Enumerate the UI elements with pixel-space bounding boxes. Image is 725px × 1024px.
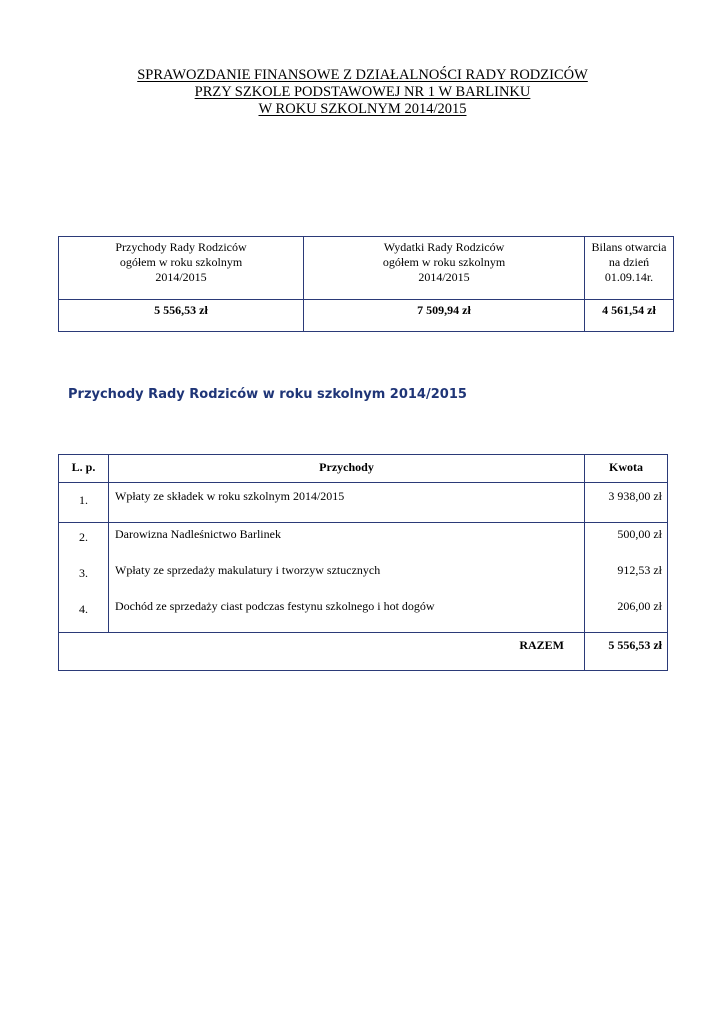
document-title [0, 67, 725, 118]
row-amount: 3 938,00 zł [608, 489, 662, 503]
row-item: Wpłaty ze składek w roku szkolnym 2014/2015 [115, 489, 345, 503]
summary-header-line: 2014/2015 [418, 270, 470, 284]
summary-header-opening-balance [585, 237, 673, 299]
row-divider [59, 522, 667, 523]
row-item: Darowizna Nadleśnictwo Barlinek [115, 527, 281, 541]
total-amount: 5 556,53 zł [608, 638, 662, 652]
summary-header-line: na dzień [608, 255, 650, 269]
row-lp: 4. [79, 602, 88, 616]
summary-header-line: ogółem w roku szkolnym [119, 255, 243, 269]
row-amount: 912,53 zł [617, 563, 662, 577]
row-lp: 3. [79, 566, 88, 580]
row-item: Dochód ze sprzedaży ciast podczas festynu szkolnego i hot dogów [115, 599, 435, 613]
summary-table [58, 236, 674, 332]
title-line-2: PRZY SZKOLE PODSTAWOWEJ NR 1 W BARLINKU [194, 84, 531, 100]
row-item: Wpłaty ze sprzedaży makulatury i tworzyw sztucznych [115, 563, 381, 577]
summary-opening-balance-value: 4 561,54 zł [602, 303, 656, 317]
header-item: Przychody [319, 460, 374, 474]
income-table [58, 454, 668, 671]
row-divider [59, 632, 667, 633]
summary-header-line: Przychody Rady Rodziców [115, 240, 247, 254]
summary-income-value: 5 556,53 zł [154, 303, 208, 317]
row-lp: 2. [79, 530, 88, 544]
title-line-3: W ROKU SZKOLNYM 2014/2015 [258, 101, 467, 117]
row-divider [59, 482, 667, 483]
row-amount: 500,00 zł [617, 527, 662, 541]
summary-header-line: 2014/2015 [155, 270, 207, 284]
title-line-1: SPRAWOZDANIE FINANSOWE Z DZIAŁALNOŚCI RADY RODZICÓW [137, 67, 588, 83]
summary-expenses-value: 7 509,94 zł [417, 303, 471, 317]
total-label: RAZEM [519, 638, 564, 652]
summary-header-line: ogółem w roku szkolnym [382, 255, 506, 269]
summary-header-line: Wydatki Rady Rodziców [383, 240, 505, 254]
row-amount: 206,00 zł [617, 599, 662, 613]
summary-header-income [59, 237, 303, 299]
summary-header-line: Bilans otwarcia [591, 240, 667, 254]
header-amount: Kwota [609, 460, 643, 474]
summary-header-expenses [304, 237, 584, 299]
summary-header-line: 01.09.14r. [604, 270, 654, 284]
header-lp: L. p. [71, 460, 96, 474]
income-section-heading: Przychody Rady Rodziców w roku szkolnym 2014/2015 [68, 387, 467, 402]
row-lp: 1. [79, 493, 88, 507]
